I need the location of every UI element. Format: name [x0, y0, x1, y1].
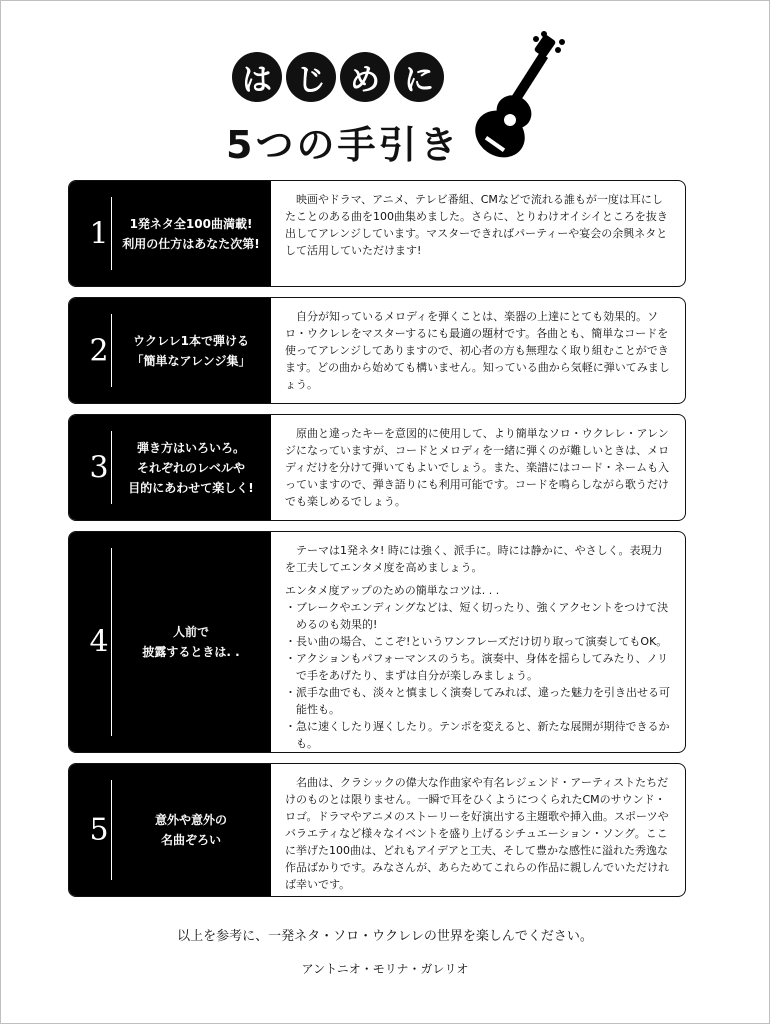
section-heading: 人前で 披露するときは. .	[142, 625, 240, 659]
divider	[111, 548, 112, 736]
section-number: 1	[89, 216, 109, 251]
section-card	[68, 414, 686, 521]
section-text: 映画やドラマ、アニメ、テレビ番組、CMなどで流れる誰もが一度は耳にしたことのある曲を100曲集めました。さらに、とりわけオイシイところを抜き出してアレンジしています。マスターできればパーティーや宴会の余興ネタとして活用していただけます!	[285, 193, 668, 257]
section-body	[271, 764, 685, 896]
divider	[111, 314, 112, 387]
section-card	[68, 297, 686, 404]
section-card	[68, 180, 686, 287]
section-heading: 意外や意外の 名曲ぞろい	[154, 813, 227, 847]
section-text: 名曲は、クラシックの偉大な作曲家や有名レジェンド・アーティストたちだけのものとは限りません。一瞬で耳をひくようにつくられたCMのサウンド・ロゴ。ドラマやアニメのストーリーを好演出する主題歌や挿入曲。スポーツやバラエティなど様々なイベントを盛り上げるシチュエーション・ソング。ここに挙げた100曲は、どれもアイデアと工夫、そして豊かな感性に溢れた秀逸な作品ばかりです。みなさんが、あらためてこれらの作品に親しんでいただければ幸いです。	[285, 776, 670, 891]
section-number: 2	[89, 333, 109, 368]
section-heading: ウクレレ1本で弾ける 「簡単なアレンジ集」	[131, 333, 251, 368]
section-heading: 弾き方はいろいろ。 それぞれのレベルや 目的にあわせて楽しく!	[128, 440, 254, 495]
section-body	[271, 298, 685, 403]
section-body	[271, 181, 685, 286]
title-char: じ	[286, 52, 336, 102]
section-text: 原曲と違ったキーを意図的に使用して、より簡単なソロ・ウクレレ・アレンジになっていますが、コードとメロディを一緒に弾くのが難しいときは、メロディだけを分けて弾いてもよいでしょう。また、楽譜にはコード・ネームも入っていますので、弾き語りにも利用可能です。コードを鳴らしながら歌うだけでも楽しめるでしょう。	[285, 427, 670, 508]
section-heading: 1発ネタ全100曲満載! 利用の仕方はあなた次第!	[122, 216, 260, 251]
tips-list	[285, 599, 673, 752]
list-item: ・派手な曲でも、淡々と慎ましく演奏してみれば、違った魅力を引き出せる可能性も。	[285, 686, 670, 716]
list-item: ・アクションもパフォーマンスのうち。演奏中、身体を揺らしてみたり、ノリで手をあげたり、まずは自分が楽しみましょう。	[285, 652, 669, 682]
list-item: ・ブレークやエンディングなどは、短く切ったり、強くアクセントをつけて決めるのも効果的!	[285, 601, 669, 631]
title	[232, 52, 444, 102]
ukulele-icon	[470, 30, 590, 170]
page-header	[0, 30, 770, 170]
title-char: に	[394, 52, 444, 102]
section-header	[69, 764, 271, 896]
tips-title: エンタメ度アップのための簡単なコツは. . .	[285, 584, 500, 597]
author-name: アントニオ・モリナ・ガレリオ	[301, 962, 469, 976]
section-number: 3	[89, 450, 109, 485]
section-text: 自分が知っているメロディを弾くことは、楽器の上達にとても効果的。ソロ・ウクレレをマスターするにも最適の題材です。各曲とも、簡単なコードを使ってアレンジしてありますので、初心者の方も無理なく取り組むことができます。どの曲から始めても構いません。知っている曲から気軽に弾いてみましょう。	[285, 310, 670, 391]
section-header	[69, 532, 271, 752]
divider	[111, 197, 112, 270]
section-header	[69, 415, 271, 520]
list-item: ・急に速くしたり遅くしたり。テンポを変えると、新たな展開が期待できるかも。	[285, 720, 670, 750]
divider	[111, 431, 112, 504]
section-number: 5	[89, 812, 109, 848]
section-text: テーマは1発ネタ! 時には強く、派手に。時には静かに、やさしく。表現力を工夫してエンタメ度を高めましょう。	[285, 544, 663, 574]
closing-message: 以上を参考に、一発ネタ・ソロ・ウクレレの世界を楽しんでください。	[177, 929, 593, 944]
divider	[111, 780, 112, 880]
section-number: 4	[89, 624, 109, 660]
section-header	[69, 298, 271, 403]
title-char: は	[232, 52, 282, 102]
section-card	[68, 763, 686, 897]
section-card	[68, 531, 686, 753]
title-char: め	[340, 52, 390, 102]
subtitle: 5つの手引き	[226, 123, 461, 167]
section-header	[69, 181, 271, 286]
list-item: ・長い曲の場合、ここぞ!というワンフレーズだけ切り取って演奏してもOK。	[285, 635, 668, 648]
section-body	[271, 415, 685, 520]
section-body	[271, 532, 685, 752]
